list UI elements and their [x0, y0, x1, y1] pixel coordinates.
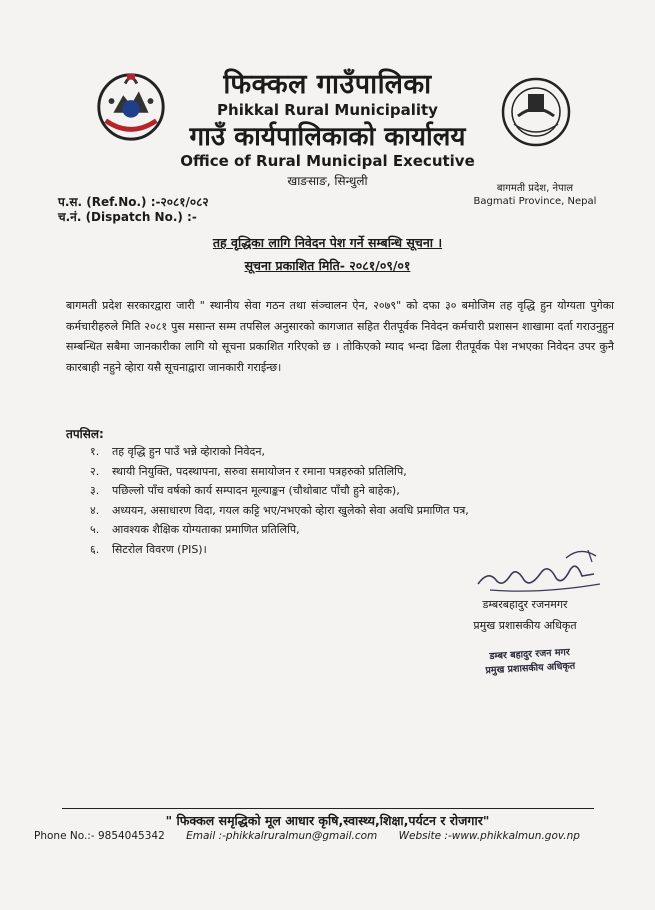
website-url: Website :-www.phikkalmun.gov.np [398, 830, 580, 842]
stamp-title: प्रमुख प्रशासकीय अधिकृत [485, 660, 576, 677]
email-address: Email :-phikkalruralmun@gmail.com [186, 830, 378, 842]
office-name-nepali: गाउँ कार्यपालिकाको कार्यालय [189, 122, 466, 152]
office-name-english: Office of Rural Municipal Executive [180, 152, 475, 170]
list-item: ३. पछिल्लो पाँच वर्षको कार्य सम्पादन मूल्याङ्कन (चौथोबाट पाँचौ हुने बाहेक), [90, 484, 400, 497]
dispatch-number: च.नं. (Dispatch No.) :- [58, 210, 197, 224]
list-item: ५. आवश्यक शैक्षिक योग्यताका प्रमाणित प्रतिलिपि, [90, 523, 300, 536]
signatory-title: प्रमुख प्रशासकीय अधिकृत [473, 619, 577, 632]
notice-subject: तह वृद्धिका लागि निवेदन पेश गर्ने सम्बन्धि सूचना । [212, 235, 443, 250]
footer-contacts [34, 830, 634, 842]
municipality-name-nepali: फिक्कल गाउँपालिका [223, 69, 432, 100]
reference-number: प.स. (Ref.No.) :-२०८१/०८२ [58, 195, 209, 209]
list-item: ४. अध्ययन, असाधारण विदा, गयल कट्टि भए/नभएको व्हेारा खुलेको सेवा अवधि प्रमाणित पत्र, [90, 503, 469, 517]
notice-body: बागमती प्रदेश सरकारद्वारा जारी " स्थानीय सेवा गठन तथा संञ्चालन ऐन, २०७९" को दफा ३० बमोजिम तह वृद्धि हुन योग्यता पुगेका कर्मचारीहरुले मिति २०८१ पुस मसान्त सम्म तपसिल अनुसारको कागजात सहित रीतपूर्वक निवेदन कर्मचारी प्रशासन शाखामा दर्ता गराउनुहुन सम्बन्धित सबैमा जानकारीका लागि यो सूचना प्रकाशित गरिएको छ । तोकिएको म्याद भन्दा ढिला रीतपूर्वक पेश नभएका निवेदन उपर कुनै कारबाही नहुने व्हेारा यसै सूचनाद्वारा जानकारी गराईन्छ। [66, 299, 614, 374]
footer-divider [62, 808, 594, 809]
list-item: १. तह वृद्धि हुन पाउँ भन्ने व्हेाराको निवेदन, [90, 445, 265, 458]
handwritten-signature [470, 540, 620, 596]
signatory-name: डम्बरबहादुर रजनमगर [482, 598, 568, 611]
name-stamp [469, 645, 590, 679]
office-location: खाङसाङ, सिन्धुली [287, 174, 368, 188]
province-english: Bagmati Province, Nepal [473, 196, 597, 207]
province-nepali: बागमती प्रदेश, नेपाल [496, 183, 574, 194]
list-item: २. स्थायी नियुक्ति, पदस्थापना, सरुवा समायोजन र रमाना पत्रहरुको प्रतिलिपि, [90, 464, 407, 478]
list-item: ६. सिटरोल विवरण (PIS)। [90, 542, 207, 556]
stamp-name: डम्बर बहादुर रजन मगर [489, 646, 571, 663]
details-heading: तपसिल: [66, 427, 104, 441]
notice-published-date: सूचना प्रकाशित मिति- २०८१/०९/०१ [244, 258, 411, 273]
municipality-name-english: Phikkal Rural Municipality [217, 101, 438, 119]
footer-slogan: " फिक्कल समृद्धिको मूल आधार कृषि,स्वास्थ्य,शिक्षा,पर्यटन र रोजगार" [165, 813, 490, 828]
phone-number: Phone No.:- 9854045342 [34, 830, 165, 842]
